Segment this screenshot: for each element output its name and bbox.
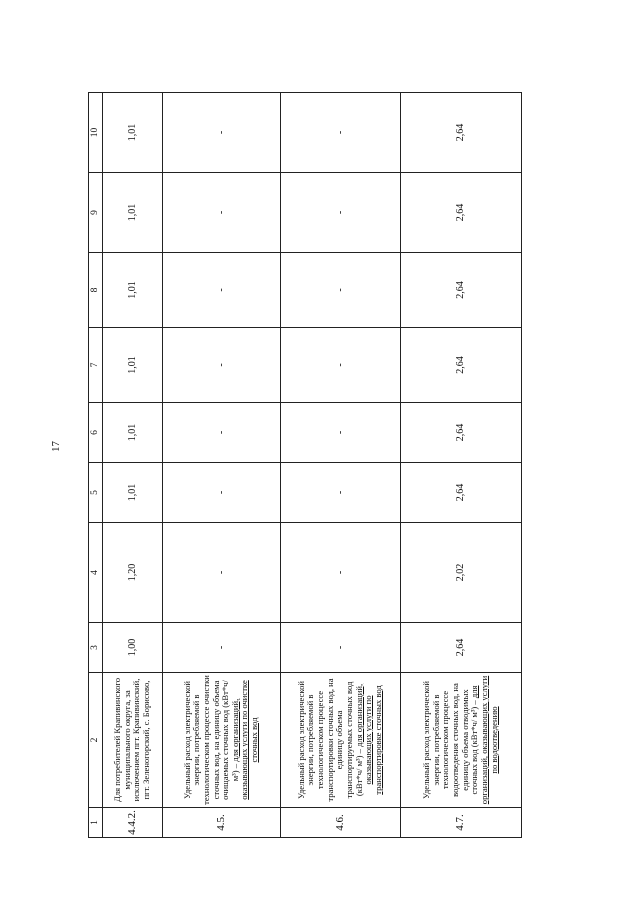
header-cell: 3 — [89, 623, 103, 673]
value-cell: 2,64 — [400, 253, 521, 328]
row-description — [162, 673, 280, 808]
value-cell: 2,64 — [400, 403, 521, 463]
header-cell: 10 — [89, 93, 103, 173]
header-cell: 2 — [89, 673, 103, 808]
table-row — [102, 93, 162, 838]
rotated-table-wrapper — [88, 93, 520, 838]
description-text: Удельный расход электрической энергии, потребляемой в технологическом процессе очистки сточных вод, на единицу объема очищаемых сточных вод (кВт*ч/ м³) – — [181, 675, 240, 805]
description-underlined: для организаций, оказывающих услуги по очистке сточных вод — [229, 680, 259, 800]
header-row — [89, 93, 103, 838]
table-row — [400, 93, 521, 838]
value-cell: 2,64 — [400, 328, 521, 403]
description-text: Удельный расход электрической энергии, потребляемой в технологическом процессе водоотведения сточных вод, на единицу объема отводимых сточных вод (кВт*ч/ м³) – — [421, 681, 480, 799]
row-code: 4.7. — [400, 808, 521, 838]
header-cell: 4 — [89, 523, 103, 623]
header-cell: 8 — [89, 253, 103, 328]
header-cell: 9 — [89, 173, 103, 253]
page-number: 17 — [50, 441, 62, 452]
header-cell: 5 — [89, 463, 103, 523]
value-cell: - — [280, 253, 400, 328]
row-code: 4.4.2. — [102, 808, 162, 838]
row-code: 4.6. — [280, 808, 400, 838]
value-cell: - — [280, 403, 400, 463]
row-description — [280, 673, 400, 808]
value-cell: 1,20 — [102, 523, 162, 623]
value-cell: - — [162, 173, 280, 253]
description-text: Для потребителей Крапивинского муниципального округа, за исключением пгт. Крапивинский, пгт. Зеленогорский, с. Борисово, — [111, 677, 151, 803]
value-cell: - — [280, 523, 400, 623]
header-cell: 7 — [89, 328, 103, 403]
value-cell: 1,01 — [102, 93, 162, 173]
row-description — [102, 673, 162, 808]
value-cell: 1,01 — [102, 328, 162, 403]
row-code: 4.5. — [162, 808, 280, 838]
value-cell: - — [162, 463, 280, 523]
indicators-table — [88, 92, 522, 838]
value-cell: - — [280, 463, 400, 523]
value-cell: - — [162, 523, 280, 623]
value-cell: 1,01 — [102, 463, 162, 523]
value-cell: 1,01 — [102, 173, 162, 253]
row-description — [400, 673, 521, 808]
value-cell: 2,64 — [400, 93, 521, 173]
header-cell: 6 — [89, 403, 103, 463]
description-text: Удельный расход электрической энергии, потребляемой в технологическом процессе транспортировки сточных вод, на единицу объема транспортируемых сточных вод (кВт*ч/ м³) – — [295, 678, 364, 802]
value-cell: 1,00 — [102, 623, 162, 673]
value-cell: 2,02 — [400, 523, 521, 623]
value-cell: 2,64 — [400, 173, 521, 253]
table-row — [162, 93, 280, 838]
description-underlined: для организаций, оказывающих услуги по транспортировке сточных вод — [353, 683, 383, 795]
value-cell: - — [280, 93, 400, 173]
value-cell: - — [280, 173, 400, 253]
value-cell: 1,01 — [102, 253, 162, 328]
value-cell: 1,01 — [102, 403, 162, 463]
value-cell: 2,64 — [400, 623, 521, 673]
value-cell: - — [162, 623, 280, 673]
table-row — [280, 93, 400, 838]
header-cell: 1 — [89, 808, 103, 838]
value-cell: - — [280, 623, 400, 673]
value-cell: - — [162, 93, 280, 173]
description-underlined: для организаций, оказывающих услуги по водоотведению — [469, 675, 499, 805]
value-cell: 2,64 — [400, 463, 521, 523]
value-cell: - — [162, 253, 280, 328]
value-cell: - — [280, 328, 400, 403]
value-cell: - — [162, 328, 280, 403]
value-cell: - — [162, 403, 280, 463]
